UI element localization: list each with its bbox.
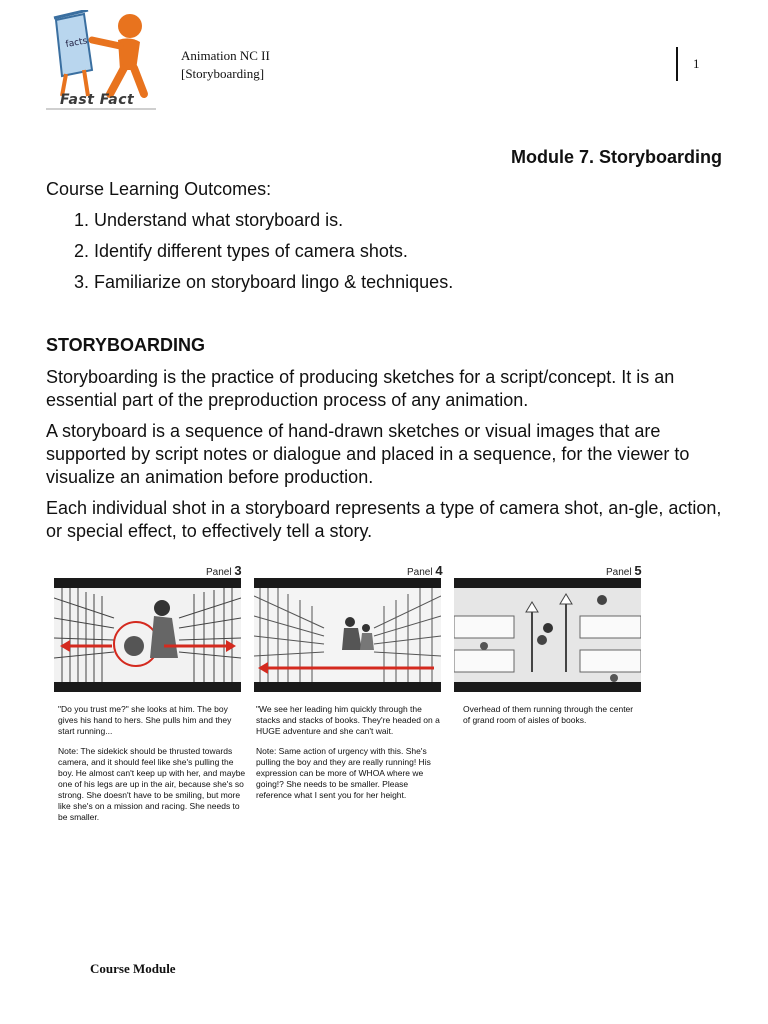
- page-number: 1: [693, 56, 700, 71]
- panel-3-notes: [58, 704, 246, 832]
- paragraph: A storyboard is a sequence of hand-drawn sketches or visual images that are supported by script notes or dialogue and placed in a sequence, for the viewer to visualize an animation before production.: [46, 421, 690, 487]
- logo-board-text: facts: [64, 36, 89, 50]
- panel-label-text: Panel: [606, 567, 632, 578]
- section-heading: STORYBOARDING: [46, 335, 206, 355]
- paragraph: Each individual shot in a storyboard represents a type of camera shot, an-gle, action, or special effect, to effectively tell a story.: [46, 498, 722, 541]
- learning-outcome-item: 1. Understand what storyboard is.: [74, 210, 344, 230]
- storyboard-panel-5-image: [454, 578, 641, 692]
- panel-label-3: [206, 563, 242, 578]
- panel-note-text: Overhead of them running through the center of grand room of aisles of books.: [463, 704, 634, 725]
- logo-caption: Fast Fact: [60, 92, 135, 108]
- module-title: Module 7. Storyboarding: [510, 147, 722, 167]
- panel-label-text: Panel: [206, 567, 232, 578]
- paragraph: Storyboarding is the practice of producing sketches for a script/concept. It is an essential part of the preproduction process of any animation.: [46, 367, 675, 410]
- storyboard-panel-4-image: [254, 578, 441, 692]
- panel-label-5: [606, 563, 642, 578]
- panel-note-text: Note: The sidekick should be thrusted towards camera, and it should feel like she's pulling the boy. He almost can't keep up with her, and maybe one of his legs are up in the air, because she's so strong. She doesn't have to be smiling, but more like she's on a mission and racing. She needs to be smaller.: [58, 746, 246, 822]
- footer-course-module: Course Module: [90, 961, 176, 976]
- storyboard-panel-3-image: [54, 578, 241, 692]
- course-topic: [Storyboarding]: [181, 66, 265, 81]
- learning-outcome-item: 3. Familiarize on storyboard lingo & techniques.: [74, 272, 454, 292]
- course-name: Animation NC II: [181, 48, 270, 63]
- learning-outcomes-list: [74, 210, 453, 303]
- panel-number: 4: [435, 563, 443, 578]
- panel-note-text: "We see her leading him quickly through the stacks and stacks of books. They're headed on a HUGE adventure and she can't wait.: [256, 704, 440, 736]
- panel-label-text: Panel: [407, 567, 433, 578]
- panel-4-notes: [256, 704, 442, 810]
- header-course-info: [181, 47, 270, 83]
- learning-outcomes-title: Course Learning Outcomes:: [46, 179, 272, 199]
- learning-outcome-item: 2. Identify different types of camera shots.: [74, 241, 408, 261]
- panel-5-notes: [463, 704, 639, 735]
- panel-number: 3: [234, 563, 242, 578]
- panel-number: 5: [634, 563, 642, 578]
- panel-label-4: [407, 563, 443, 578]
- fast-fact-mascot-icon: [44, 10, 156, 100]
- panel-note-text: "Do you trust me?" she looks at him. The boy gives his hand to hers. She pulls him and they start running...: [58, 704, 232, 736]
- logo-underline: [46, 108, 156, 110]
- header-divider: [676, 47, 678, 81]
- panel-note-text: Note: Same action of urgency with this. She's pulling the boy and they are really running! His expression can be more of WHOA where we going!? She needs to be smaller. Please reference what I sent you for her height.: [256, 746, 431, 800]
